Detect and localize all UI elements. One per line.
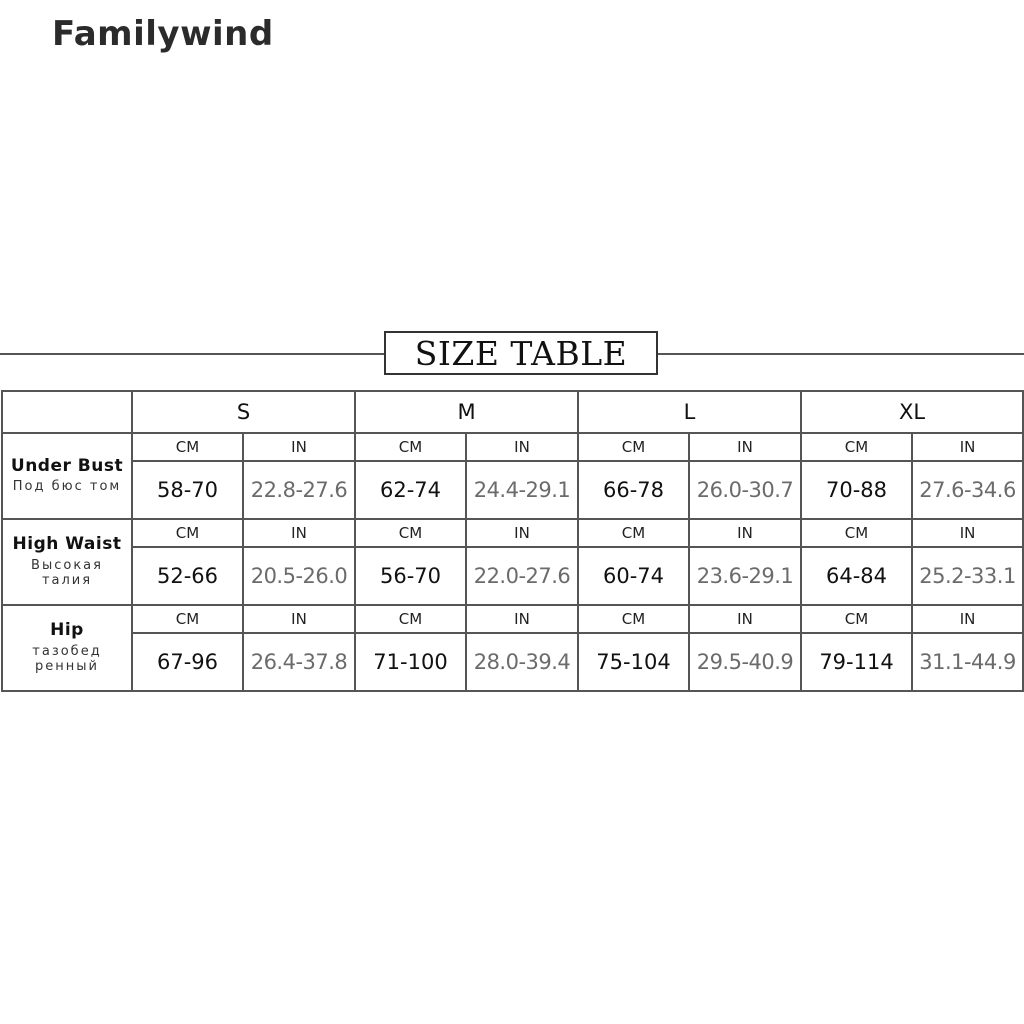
unit-in: IN [689,605,801,633]
size-header-xl: XL [801,391,1023,433]
unit-cm: CM [132,519,243,547]
unit-cm: CM [801,605,912,633]
size-table [1,390,1024,692]
value-in: 25.2-33.1 [912,547,1023,605]
value-cm: 71-100 [355,633,466,691]
value-in: 27.6-34.6 [912,461,1023,519]
value-cm: 62-74 [355,461,466,519]
value-cm: 67-96 [132,633,243,691]
row-label-en: High Waist [12,534,122,555]
unit-row [2,519,1023,547]
unit-cm: CM [578,605,689,633]
value-cm: 79-114 [801,633,912,691]
unit-in: IN [466,519,578,547]
value-in: 23.6-29.1 [689,547,801,605]
unit-in: IN [243,519,355,547]
value-in: 22.0-27.6 [466,547,578,605]
value-cm: 75-104 [578,633,689,691]
unit-cm: CM [132,605,243,633]
value-row-high-waist [2,547,1023,605]
value-cm: 64-84 [801,547,912,605]
size-header-l: L [578,391,801,433]
unit-in: IN [912,605,1023,633]
value-row-under-bust [2,461,1023,519]
value-cm: 56-70 [355,547,466,605]
row-label-ru: Высокая талия [31,557,103,588]
value-cm: 66-78 [578,461,689,519]
row-label-high-waist [2,519,132,605]
row-label-hip [2,605,132,691]
value-cm: 70-88 [801,461,912,519]
row-label-en: Hip [50,620,84,641]
unit-cm: CM [801,519,912,547]
unit-cm: CM [132,433,243,461]
value-in: 26.0-30.7 [689,461,801,519]
value-in: 24.4-29.1 [466,461,578,519]
row-label-en: Under Bust [10,455,124,476]
value-in: 20.5-26.0 [243,547,355,605]
unit-cm: CM [355,605,466,633]
brand-logo: Familywind [52,14,274,54]
unit-cm: CM [355,433,466,461]
size-header-m: M [355,391,578,433]
size-table-title: SIZE TABLE [384,331,658,375]
value-cm: 60-74 [578,547,689,605]
value-in: 29.5-40.9 [689,633,801,691]
value-row-hip [2,633,1023,691]
value-in: 28.0-39.4 [466,633,578,691]
value-cm: 52-66 [132,547,243,605]
value-in: 31.1-44.9 [912,633,1023,691]
unit-in: IN [912,433,1023,461]
size-header-row [2,391,1023,433]
unit-cm: CM [355,519,466,547]
unit-in: IN [689,519,801,547]
unit-in: IN [466,433,578,461]
unit-in: IN [912,519,1023,547]
size-header-s: S [132,391,355,433]
unit-cm: CM [578,519,689,547]
row-label-ru: Под бюс том [12,479,122,495]
unit-in: IN [689,433,801,461]
unit-row [2,433,1023,461]
unit-row [2,605,1023,633]
unit-in: IN [243,605,355,633]
row-label-ru: тазобед ренный [32,643,102,674]
unit-cm: CM [578,433,689,461]
corner-cell [2,391,132,433]
unit-in: IN [243,433,355,461]
value-cm: 58-70 [132,461,243,519]
unit-cm: CM [801,433,912,461]
value-in: 22.8-27.6 [243,461,355,519]
unit-in: IN [466,605,578,633]
value-in: 26.4-37.8 [243,633,355,691]
row-label-under-bust [2,433,132,519]
